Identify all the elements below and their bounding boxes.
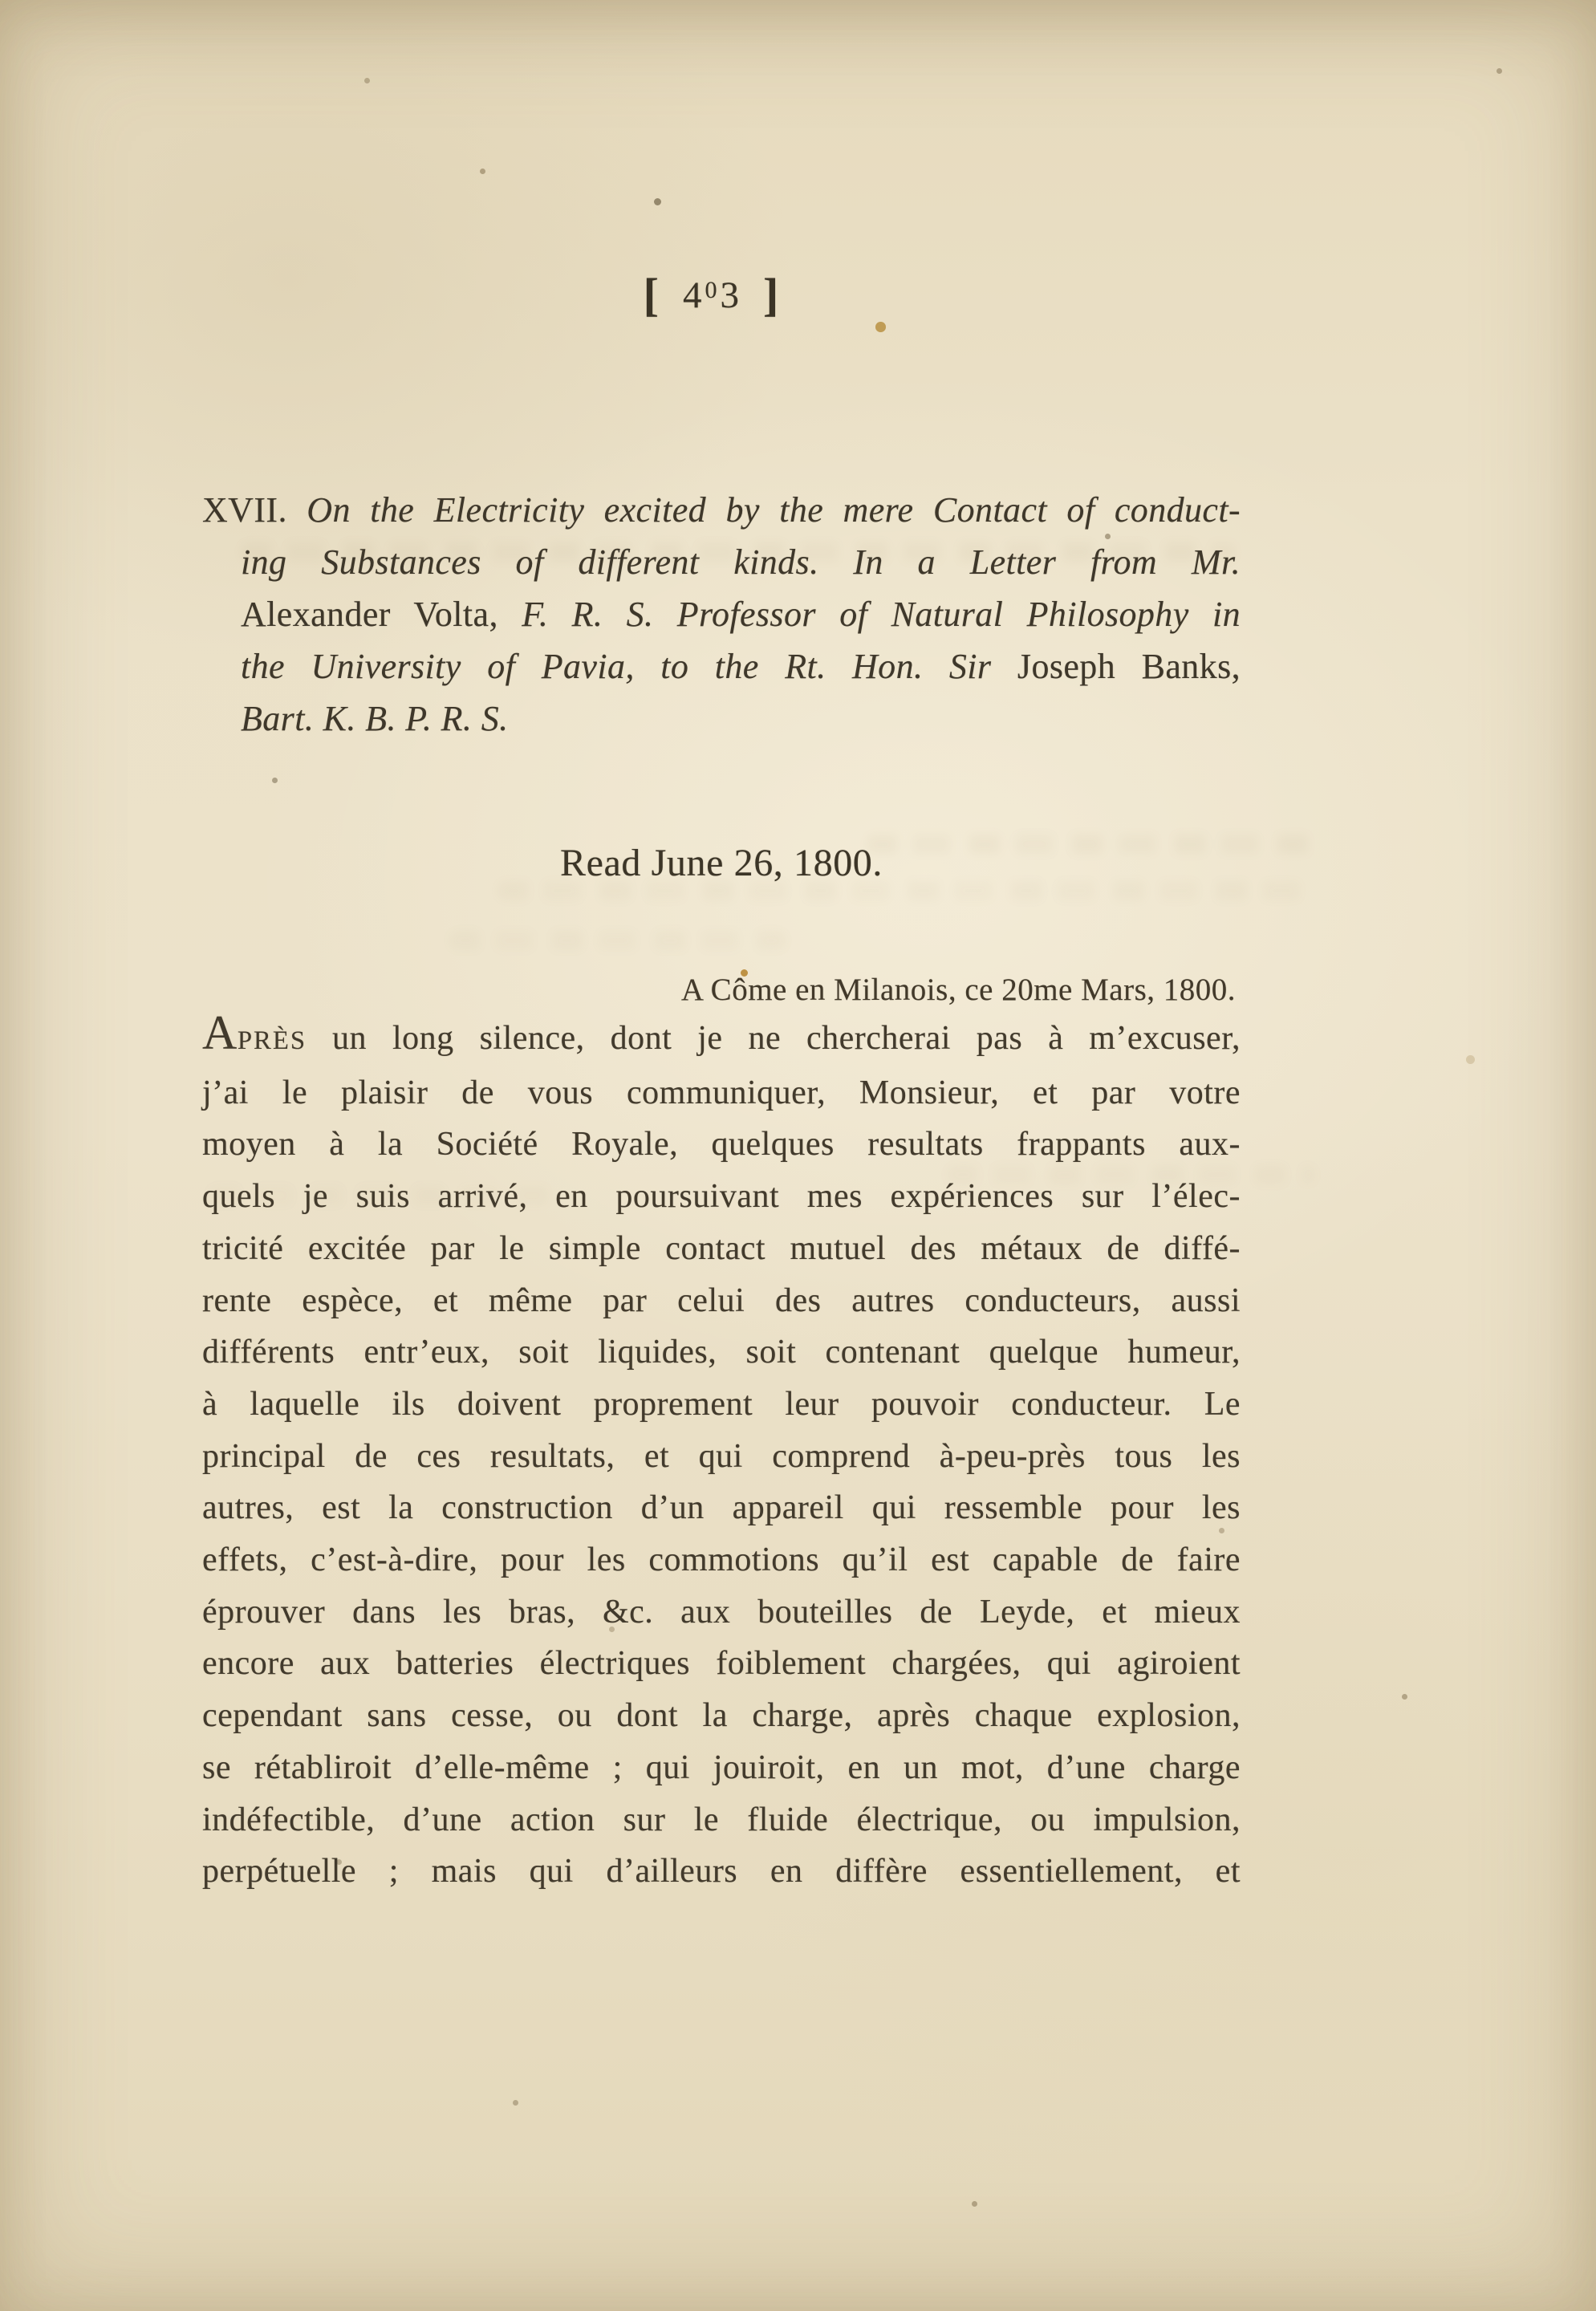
title-text: ing Substances of different kinds. In a Letter from Mr. xyxy=(241,542,1241,582)
page-number-close-bracket: ] xyxy=(763,269,782,322)
body-line: rente espèce, et même par celui des autres conducteurs, aussi xyxy=(202,1281,1241,1319)
recipient-name: Joseph Banks, xyxy=(1017,647,1241,686)
read-date-line: Read June 26, 1800. xyxy=(559,842,883,884)
body-line: tricité excitée par le simple contact mutuel des métaux de diffé- xyxy=(202,1229,1241,1267)
body-line: à laquelle ils doivent proprement leur pouvoir conducteur. Le xyxy=(202,1385,1241,1423)
page-number xyxy=(592,266,833,322)
body-text: un long silence, dont je ne chercherai pas à m’excuser, xyxy=(307,1020,1241,1057)
title-text: On the Electricity excited by the mere Contact of conduct- xyxy=(307,490,1241,530)
body-line: indéfectible, d’une action sur le fluide électrique, ou impulsion, xyxy=(202,1801,1241,1838)
title-line xyxy=(202,484,1241,536)
body-line: encore aux batteries électriques foiblement chargées, qui agiroient xyxy=(202,1645,1241,1683)
author-name: Alexander Volta, xyxy=(241,595,498,634)
letter-body xyxy=(202,1006,1241,1898)
title-text: F. R. S. Professor of Natural Philosophy in xyxy=(522,595,1241,634)
body-line: effets, c’est-à-dire, pour les commotions qu’il est capable de faire xyxy=(202,1541,1241,1579)
body-line: quels je suis arrivé, en poursuivant mes expériences sur l’élec- xyxy=(202,1178,1241,1216)
body-line: cependant sans cesse, ou dont la charge, après chaque explosion, xyxy=(202,1697,1241,1735)
letter-dateline: A Côme en Milanois, ce 20me Mars, 1800. xyxy=(680,973,1236,1007)
article-title xyxy=(202,484,1241,745)
showthrough-ghost xyxy=(449,931,786,950)
title-text: the University of Pavia, to the Rt. Hon. Sir xyxy=(241,647,992,686)
body-line: se rétabliroit d’elle-même ; qui jouiroit, en un mot, d’une charge xyxy=(202,1748,1241,1786)
title-line xyxy=(241,640,1241,692)
page-number-digit: 3 xyxy=(720,274,743,317)
page-number-open-bracket: [ xyxy=(643,269,662,322)
title-line xyxy=(241,588,1241,640)
body-line: j’ai le plaisir de vous communiquer, Monsieur, et par votre xyxy=(202,1074,1241,1111)
paper-specks xyxy=(0,0,4,4)
body-line: éprouver dans les bras, &c. aux bouteilles de Leyde, et mieux xyxy=(202,1593,1241,1631)
body-line: différents entr’eux, soit liquides, soit contenant quelque humeur, xyxy=(202,1334,1241,1371)
title-text: Bart. K. B. P. R. S. xyxy=(241,699,509,738)
body-line: perpétuelle ; mais qui d’ailleurs en diffère essentiellement, et xyxy=(202,1853,1241,1891)
article-number: XVII. xyxy=(202,490,287,530)
body-line: autres, est la construction d’un appareil qui ressemble pour les xyxy=(202,1489,1241,1527)
small-caps: PRÈS xyxy=(237,1026,307,1055)
body-line xyxy=(202,1006,1241,1067)
title-line xyxy=(241,536,1241,588)
body-line: principal de ces resultats, et qui comprend à-peu-près tous les xyxy=(202,1437,1241,1475)
drop-initial: A xyxy=(202,1006,238,1059)
body-line: moyen à la Société Royale, quelques resultats frappants aux- xyxy=(202,1126,1241,1164)
title-line xyxy=(241,692,1241,745)
page-number-digit: 4 xyxy=(682,274,705,317)
page-number-digit: 0 xyxy=(705,276,721,303)
